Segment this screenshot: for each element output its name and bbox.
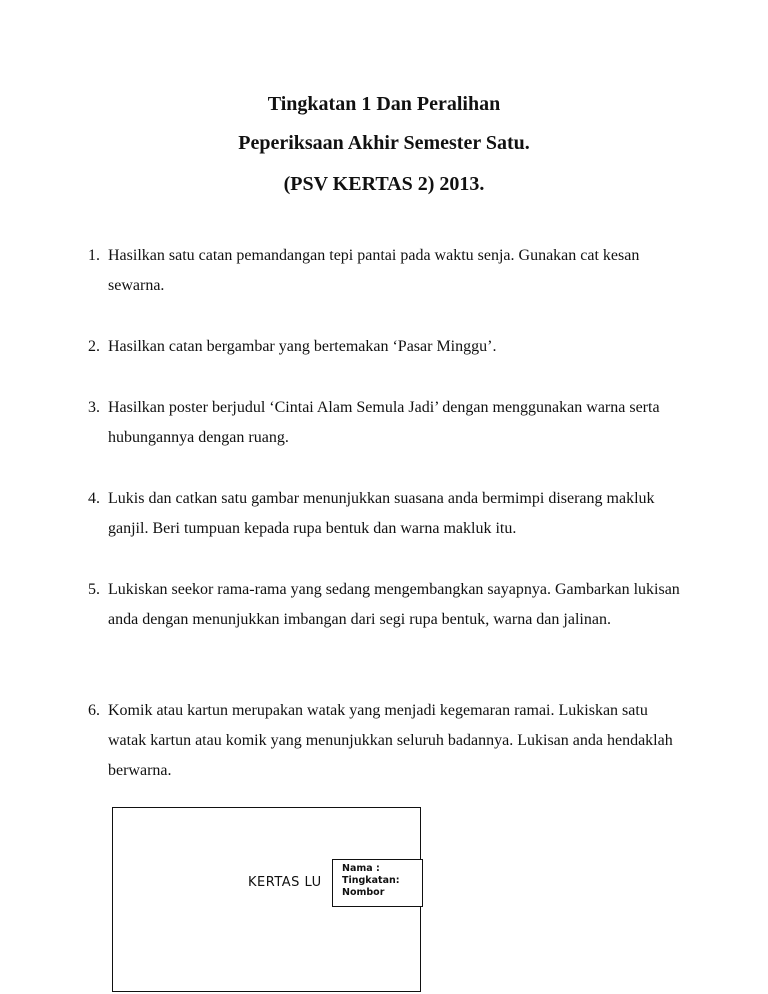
question-text: Lukis dan catkan satu gambar menunjukkan suasana anda bermimpi diserang makluk ganjil. Beri tumpuan kepada rupa bentuk dan warna makluk itu. xyxy=(108,490,655,537)
question-text: Hasilkan catan bergambar yang bertemakan ‘Pasar Minggu’. xyxy=(108,338,497,355)
title-grade: Tingkatan 1 Dan Peralihan xyxy=(267,93,501,115)
label-tingkatan: Tingkatan: xyxy=(342,875,400,886)
title-exam: Peperiksaan Akhir Semester Satu. xyxy=(238,132,530,154)
label-nama: Nama : xyxy=(342,863,380,874)
question-5 xyxy=(88,575,688,635)
question-text: Komik atau kartun merupakan watak yang menjadi kegemaran ramai. Lukiskan satu watak kartun atau komik yang menunjukkan seluruh badannya. Lukisan anda hendaklah berwarna. xyxy=(108,702,673,779)
question-number: 5. xyxy=(88,581,100,598)
question-text: Hasilkan poster berjudul ‘Cintai Alam Semula Jadi’ dengan menggunakan warna serta hubungannya dengan ruang. xyxy=(108,399,660,446)
question-number: 6. xyxy=(88,702,100,719)
question-2 xyxy=(88,332,688,362)
question-1 xyxy=(88,241,688,301)
question-4 xyxy=(88,484,688,544)
question-text: Hasilkan satu catan pemandangan tepi pantai pada waktu senja. Gunakan cat kesan sewarna. xyxy=(108,247,640,294)
question-number: 1. xyxy=(88,247,100,264)
paper-label: KERTAS LU xyxy=(248,875,322,890)
question-number: 2. xyxy=(88,338,100,355)
label-nombor: Nombor xyxy=(342,887,385,898)
question-text: Lukiskan seekor rama-rama yang sedang mengembangkan sayapnya. Gambarkan lukisan anda dengan menunjukkan imbangan dari segi rupa bentuk, warna dan jalinan. xyxy=(108,581,680,628)
title-paper: (PSV KERTAS 2) 2013. xyxy=(283,173,485,195)
drawing-paper-diagram xyxy=(112,807,421,992)
name-label-box xyxy=(332,859,423,907)
question-number: 3. xyxy=(88,399,100,416)
question-number: 4. xyxy=(88,490,100,507)
question-6 xyxy=(88,696,688,786)
question-3 xyxy=(88,393,688,453)
